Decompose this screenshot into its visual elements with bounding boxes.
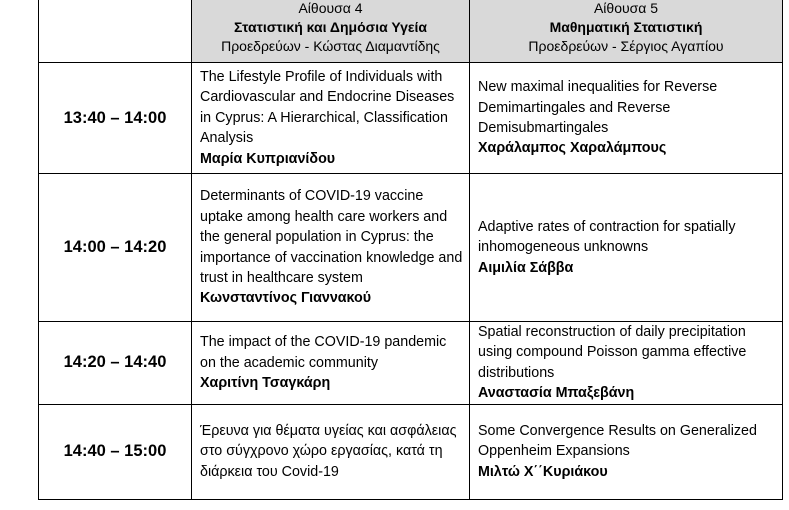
room4-chair: Προεδρεύων - Κώστας Διαμαντίδης [221, 38, 440, 54]
talk-title: New maximal inequalities for Reverse Demimartingales and Reverse Demisubmartingales [478, 79, 718, 136]
time-slot: 14:20 – 14:40 [39, 322, 192, 405]
speaker-name: Κωνσταντίνος Γιαννακού [200, 290, 372, 307]
header-time-cell [39, 0, 192, 63]
room5-talk [470, 63, 783, 174]
speaker-name: Μιλτώ Χ΄΄Κυριάκου [478, 463, 608, 480]
schedule-row [39, 322, 783, 405]
room4-talk [192, 322, 470, 405]
schedule-row [39, 63, 783, 174]
schedule-row [39, 174, 783, 322]
speaker-name: Χαριτίνη Τσαγκάρη [200, 375, 331, 392]
time-slot: 14:40 – 15:00 [39, 404, 192, 499]
talk-title: The Lifestyle Profile of Individuals with Cardiovascular and Endocrine Diseases in Cyprus: A Hierarchical, Classification Analysis [200, 68, 455, 147]
talk-title: Έρευνα για θέματα υγείας και ασφάλειας στο σύγχρονο χώρο εργασίας, κατά τη διάρκεια του Covid-19 [200, 423, 457, 480]
conference-schedule-table [38, 0, 783, 500]
talk-title: Adaptive rates of contraction for spatially inhomogeneous unknowns [478, 218, 736, 256]
room4-talk [192, 404, 470, 499]
talk-title: The impact of the COVID-19 pandemic on the academic community [200, 334, 447, 371]
room5-chair: Προεδρεύων - Σέργιος Αγαπίου [528, 38, 724, 54]
room5-name: Αίθουσα 5 [593, 0, 659, 16]
speaker-name: Αιμιλία Σάββα [478, 259, 574, 276]
talk-title: Determinants of COVID-19 vaccine uptake among health care workers and the general population in Cyprus: the importance of vaccination knowledge and trust in healthcare system [200, 188, 463, 286]
header-row [39, 0, 783, 63]
speaker-name: Χαράλαμπος Χαραλάμπους [478, 140, 667, 157]
time-slot: 14:00 – 14:20 [39, 174, 192, 322]
talk-title: Some Convergence Results on Generalized Oppenheim Expansions [478, 423, 757, 460]
room4-topic: Στατιστική και Δημόσια Υγεία [233, 19, 428, 35]
time-slot: 13:40 – 14:00 [39, 63, 192, 174]
room5-topic: Μαθηματική Στατιστική [549, 19, 703, 35]
room4-name: Αίθουσα 4 [298, 0, 363, 16]
room4-header [192, 0, 470, 63]
talk-title: Spatial reconstruction of daily precipitation using compound Poisson gamma effective distributions [478, 324, 747, 381]
room5-talk [470, 322, 783, 405]
speaker-name: Μαρία Κυπριανίδου [200, 150, 336, 167]
schedule-row [39, 404, 783, 499]
speaker-name: Αναστασία Μπαξεβάνη [478, 385, 635, 402]
room5-header [470, 0, 783, 63]
room5-talk [470, 174, 783, 322]
room4-talk [192, 63, 470, 174]
room4-talk [192, 174, 470, 322]
room5-talk [470, 404, 783, 499]
